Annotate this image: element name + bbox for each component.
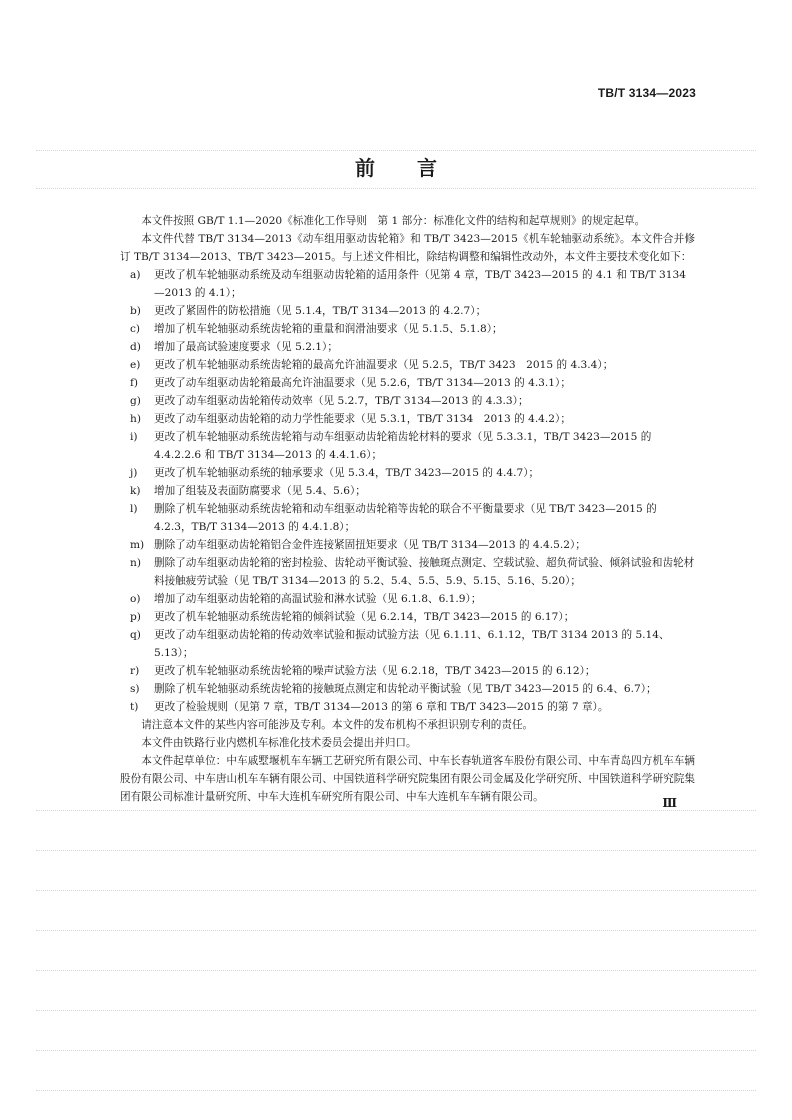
list-item xyxy=(120,500,695,536)
list-item xyxy=(120,626,695,662)
list-text: 更改了动车组驱动齿轮箱传动效率（见 5.2.7，TB/T 3134—2013 的 4.3.3）； xyxy=(154,395,529,407)
list-marker: g) xyxy=(130,395,141,407)
list-text: 更改了紧固件的防松措施（见 5.1.4，TB/T 3134—2013 的 4.2.7）； xyxy=(154,305,487,317)
list-marker: p) xyxy=(130,611,141,623)
list-item xyxy=(120,680,695,698)
list-marker: b) xyxy=(130,305,141,317)
list-marker: o) xyxy=(130,593,141,605)
list-item xyxy=(120,464,695,482)
list-text: 更改了机车轮轴驱动系统及动车组驱动齿轮箱的适用条件（见第 4 章，TB/T 3423—2015 的 4.1 和 TB/T 3134—2013 的 4.1）； xyxy=(154,269,686,299)
list-item xyxy=(120,320,695,338)
list-text: 更改了机车轮轴驱动系统齿轮箱与动车组驱动齿轮箱齿轮材料的要求（见 5.3.3.1，TB/T 3423—2015 的 4.4.2.2.6 和 TB/T 3134—2013 的 4.4.1.6）； xyxy=(154,431,652,461)
divider xyxy=(36,970,756,971)
list-text: 更改了机车轮轴驱动系统的轴承要求（见 5.3.4，TB/T 3423—2015 的 4.4.7）； xyxy=(154,467,540,479)
list-marker: i) xyxy=(130,431,138,443)
list-marker: r) xyxy=(130,665,140,677)
list-text: 更改了检验规则（见第 7 章，TB/T 3134—2013 的第 6 章和 TB/T 3423—2015 的第 7 章）。 xyxy=(154,701,609,713)
paragraph: 本文件代替 TB/T 3134—2013《动车组用驱动齿轮箱》和 TB/T 3423—2015《机车轮轴驱动系统》。本文件合并修订 TB/T 3134—2013、TB/T 3423—2015。与上述文件相比，除结构调整和编辑性改动外，本文件主要技术变化如下： xyxy=(120,233,695,263)
list-marker: h) xyxy=(130,413,141,425)
divider xyxy=(36,1050,756,1051)
list-text: 删除了动车组驱动齿轮箱铝合金件连接紧固扭矩要求（见 TB/T 3134—2013 的 4.4.5.2）； xyxy=(154,539,586,551)
list-item xyxy=(120,356,695,374)
list-text: 更改了机车轮轴驱动系统齿轮箱的倾斜试验（见 6.2.14，TB/T 3423—2015 的 6.17）； xyxy=(154,611,575,623)
list-item xyxy=(120,410,695,428)
page-number: Ⅲ xyxy=(662,796,677,810)
paragraph: 本文件按照 GB/T 1.1—2020《标准化工作导则 第 1 部分：标准化文件的结构和起草规则》的规定起草。 xyxy=(141,215,646,227)
list-text: 增加了最高试验速度要求（见 5.2.1）； xyxy=(154,341,338,353)
list-item xyxy=(120,338,695,356)
list-text: 更改了机车轮轴驱动系统齿轮箱的最高允许油温要求（见 5.2.5，TB/T 3423 2015 的 4.3.4）； xyxy=(154,359,614,371)
divider xyxy=(36,850,756,851)
list-marker: t) xyxy=(130,701,139,713)
list-text: 更改了动车组驱动齿轮箱最高允许油温要求（见 5.2.6，TB/T 3134—2013 的 4.3.1）； xyxy=(154,377,571,389)
list-text: 删除了机车轮轴驱动系统齿轮箱的接触斑点测定和齿轮动平衡试验（见 TB/T 3423—2015 的 6.4、6.7）； xyxy=(154,683,657,695)
patent-notice: 请注意本文件的某些内容可能涉及专利。本文件的发布机构不承担识别专利的责任。 xyxy=(141,719,534,731)
divider xyxy=(36,930,756,931)
list-item xyxy=(120,536,695,554)
list-text: 增加了组装及表面防腐要求（见 5.4、5.6）； xyxy=(154,485,366,497)
list-marker: j) xyxy=(130,467,138,479)
list-marker: c) xyxy=(130,323,141,335)
list-item xyxy=(120,392,695,410)
divider xyxy=(36,810,756,811)
drafting-units: 本文件起草单位：中车戚墅堰机车车辆工艺研究所有限公司、中车长春轨道客车股份有限公司、中车青岛四方机车车辆股份有限公司、中车唐山机车车辆有限公司、中国铁道科学研究院集团有限公司金属及化学研究所、中国铁道科学研究院集团有限公司标准计量研究所、中车大连机车研究所有限公司、中车大连机车车辆有限公司。 xyxy=(120,755,695,803)
divider xyxy=(36,188,756,189)
list-marker: l) xyxy=(130,503,138,515)
list-item xyxy=(120,590,695,608)
responsible-committee: 本文件由铁路行业内燃机车标准化技术委员会提出并归口。 xyxy=(141,737,417,749)
divider xyxy=(36,890,756,891)
list-text: 增加了机车轮轴驱动系统齿轮箱的重量和润滑油要求（见 5.1.5、5.1.8）； xyxy=(154,323,503,335)
list-marker: k) xyxy=(130,485,141,497)
divider xyxy=(36,150,756,151)
foreword-body xyxy=(120,212,695,806)
list-marker: m) xyxy=(130,539,145,551)
list-item xyxy=(120,482,695,500)
list-marker: q) xyxy=(130,629,141,641)
list-item xyxy=(120,608,695,626)
divider xyxy=(36,1010,756,1011)
page-title: 前言 xyxy=(355,156,479,180)
list-item xyxy=(120,554,695,590)
list-text: 删除了动车组驱动齿轮箱的密封检验、齿轮动平衡试验、接触斑点测定、空载试验、超负荷试验、倾斜试验和齿轮材料接触疲劳试验（见 TB/T 3134—2013 的 5.2、5.4、5.5、5.9、5.15、5.16、5.20）； xyxy=(154,557,695,587)
list-marker: a) xyxy=(130,269,141,281)
list-text: 更改了动车组驱动齿轮箱的动力学性能要求（见 5.3.1，TB/T 3134 2013 的 4.4.2）； xyxy=(154,413,571,425)
list-item xyxy=(120,662,695,680)
list-item xyxy=(120,374,695,392)
list-marker: d) xyxy=(130,341,141,353)
list-marker: s) xyxy=(130,683,140,695)
list-item xyxy=(120,266,695,302)
list-item xyxy=(120,302,695,320)
divider xyxy=(36,1090,756,1091)
list-text: 更改了动车组驱动齿轮箱的传动效率试验和振动试验方法（见 6.1.11、6.1.12，TB/T 3134 2013 的 5.14、5.13）； xyxy=(154,629,670,659)
list-marker: n) xyxy=(130,557,141,569)
list-item xyxy=(120,698,695,716)
list-text: 增加了动车组驱动齿轮箱的高温试验和淋水试验（见 6.1.8、6.1.9）； xyxy=(154,593,482,605)
standard-code: TB/T 3134—2023 xyxy=(597,86,696,100)
list-marker: e) xyxy=(130,359,141,371)
list-item xyxy=(120,428,695,464)
list-marker: f) xyxy=(130,377,139,389)
list-text: 删除了机车轮轴驱动系统齿轮箱和动车组驱动齿轮箱等齿轮的联合不平衡量要求（见 TB/T 3423—2015 的 4.2.3，TB/T 3134—2013 的 4.4.1.8）； xyxy=(154,503,657,533)
list-text: 更改了机车轮轴驱动系统齿轮箱的噪声试验方法（见 6.2.18，TB/T 3423—2015 的 6.12）； xyxy=(154,665,596,677)
